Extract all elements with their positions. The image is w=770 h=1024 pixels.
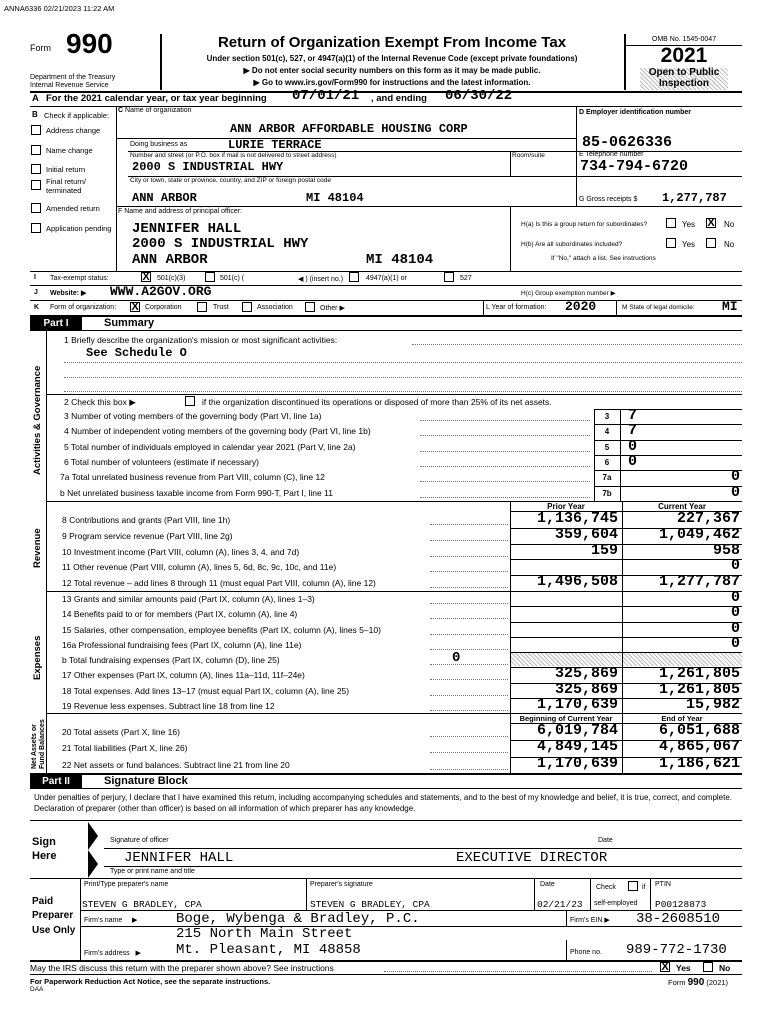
line-k-label: K (34, 304, 40, 311)
org-state-zip: MI 48104 (306, 191, 364, 205)
association-label: Association (257, 304, 293, 311)
hb-yes-label: Yes (682, 240, 696, 249)
officer-name: JENNIFER HALL (132, 221, 242, 237)
officer-state-zip: MI 48104 (366, 252, 434, 268)
expense-line-text: 15 Salaries, other compensation, employee benefits (Part IX, column (A), lines 5–10) (62, 624, 381, 635)
expense-line-text: 13 Grants and similar amounts paid (Part IX, column (A), lines 1–3) (62, 594, 315, 604)
revenue-line-text: 8 Contributions and grants (Part VIII, line 1h) (62, 515, 231, 525)
domicile-label: M State of legal domicile: (622, 304, 695, 311)
room-suite-label: Room/suite (512, 152, 545, 159)
status-501c-label: 501(c) ( (220, 275, 245, 282)
trust-label: Trust (213, 304, 229, 311)
address-change-checkbox[interactable] (31, 125, 41, 135)
firm-address-1: 215 North Main Street (176, 926, 353, 942)
side-net-assets: Net Assets or Fund Balances (31, 719, 46, 769)
form-word: Form (30, 43, 51, 53)
expense-current-value: 0 (730, 634, 740, 652)
revenue-current-value: 1,049,462 (658, 525, 740, 543)
hb-no-label: No (724, 240, 735, 249)
firm-phone-label: Phone no. (570, 949, 602, 956)
officer-label: F Name and address of principal officer: (118, 208, 242, 215)
line-i-text: Tax-exempt status: (50, 275, 109, 282)
form-subtitle: Under section 501(c), 527, or 4947(a)(1) of the Internal Revenue Code (except private foundations) (206, 54, 578, 63)
phone-value: 734-794-6720 (580, 158, 689, 175)
trust-checkbox[interactable] (197, 302, 207, 312)
part2-title: Signature Block (104, 775, 188, 787)
self-employed-label: self-employed (594, 900, 638, 907)
form-number: 990 (66, 28, 113, 59)
signer-name: JENNIFER HALL (124, 850, 234, 866)
gov-line-value: 0 (730, 483, 740, 501)
revenue-prior-value: 1,496,508 (536, 573, 618, 591)
net-assets-current-value: 1,186,621 (658, 754, 740, 772)
status-501c3-label: 501(c)(3) (157, 275, 186, 282)
revenue-current-value: 958 (712, 541, 740, 559)
line2-desc: if the organization discontinued its operations or disposed of more than 25% of its net assets. (202, 397, 552, 407)
eoy-header: End of Year (661, 714, 703, 723)
net-assets-current-value: 4,865,067 (658, 738, 740, 756)
street-label: Number and street (or P.O. box if mail is not delivered to street address) (130, 152, 337, 159)
revenue-prior-value: 359,604 (554, 525, 618, 543)
city-label: City or town, state or province, country, and ZIP or foreign postal code (130, 177, 331, 184)
omb-number: OMB No. 1545-0047 (651, 36, 717, 43)
net-assets-line-text: 21 Total liabilities (Part X, line 26) (62, 743, 188, 754)
perjury-statement: Under penalties of perjury, I declare that I have examined this return, including accompanying schedules and statements, and to the best of my knowledge and belief, it is true, correct, and complete. Declaration of preparer (other than officer) is based on all information of which preparer has any knowledge. (34, 793, 733, 813)
line1-text: 1 Briefly describe the organization's mission or most significant activities: (64, 335, 338, 345)
part2-tag: Part II (30, 775, 82, 788)
preparer-date-label: Date (540, 881, 555, 888)
final-return-label: Final return/ terminated (46, 177, 87, 195)
website-label: Website: ▶ (50, 290, 87, 297)
sign-date-label: Date (598, 837, 613, 844)
daa-label: DAA (30, 986, 44, 993)
line16b-value: 0 (452, 650, 461, 666)
initial-return-label: Initial return (46, 165, 86, 174)
signer-title: EXECUTIVE DIRECTOR (456, 850, 608, 866)
preparer-signature: STEVEN G BRADLEY, CPA (310, 899, 430, 910)
firm-address-2: Mt. Pleasant, MI 48858 (176, 942, 361, 958)
year-formation: 2020 (565, 299, 597, 314)
discuss-yes-checkbox[interactable]: X (661, 961, 669, 973)
status-4947-checkbox[interactable] (349, 272, 359, 282)
expense-prior-value: 325,869 (554, 680, 618, 698)
gov-line-number: 5 (604, 442, 610, 452)
org-street: 2000 S INDUSTRIAL HWY (132, 160, 284, 174)
firm-address-label: Firm's address ▶ (84, 950, 141, 957)
firm-phone: 989-772-1730 (626, 942, 727, 958)
preparer-name: STEVEN G BRADLEY, CPA (82, 899, 202, 910)
firm-ein-label: Firm's EIN ▶ (570, 917, 610, 924)
preparer-ptin: P00128873 (655, 899, 707, 910)
revenue-current-value: 1,277,787 (658, 573, 740, 591)
expense-prior-value: 325,869 (554, 665, 618, 683)
h-a-label: H(a) Is this a group return for subordinates? (521, 221, 648, 228)
status-501c3-checkbox[interactable]: X (142, 271, 150, 283)
corporation-label: Corporation (145, 304, 182, 311)
revenue-line-text: 9 Program service revenue (Part VIII, line 2g) (62, 530, 233, 541)
side-expenses: Expenses (32, 635, 43, 680)
irs-label: Internal Revenue Service (30, 82, 109, 89)
revenue-current-value: 0 (730, 557, 740, 575)
expense-line-text: b Total fundraising expenses (Part IX, column (D), line 25) (62, 655, 280, 665)
sign-here-arrow-icon (88, 822, 100, 878)
inspection: Inspection (658, 78, 709, 89)
gov-line-value: 7 (628, 422, 638, 440)
revenue-line-text: 10 Investment income (Part VIII, column (A), lines 3, 4, and 7d) (62, 546, 300, 557)
side-revenue: Revenue (32, 528, 43, 568)
insert-no-label: ◀ ) (insert no.) (298, 276, 344, 283)
ein-value: 85-0626336 (582, 134, 673, 151)
dept-treasury: Department of the Treasury (30, 74, 116, 81)
footer-form: Form 990 (2021) (668, 977, 729, 988)
h-b-label: H(b) Are all subordinates included? (521, 241, 623, 248)
revenue-prior-value: 1,136,745 (536, 510, 618, 527)
org-city: ANN ARBOR (132, 191, 197, 205)
self-employed-checkbox[interactable] (628, 881, 638, 891)
line-a-label: A (32, 93, 39, 104)
expense-current-value: 0 (730, 604, 740, 622)
ssn-warning: ▶ Do not enter social security numbers on this form as it may be made public. (243, 66, 541, 75)
amended-return-label: Amended return (46, 204, 100, 213)
final-return-checkbox[interactable] (31, 180, 41, 190)
revenue-current-value: 227,367 (676, 510, 740, 527)
preparer-date: 02/21/23 (537, 899, 583, 910)
ptin-label: PTIN (655, 881, 671, 888)
ha-yes-label: Yes (682, 220, 696, 229)
org-name: ANN ARBOR AFFORDABLE HOUSING CORP (230, 122, 468, 136)
other-label: Other ▶ (320, 305, 345, 312)
discuss-text: May the IRS discuss this return with the preparer shown above? See instructions (30, 963, 334, 973)
expense-current-value: 0 (730, 589, 740, 606)
tax-year-begin: 07/01/21 (292, 88, 360, 104)
form-title: Return of Organization Exempt From Income Tax (217, 34, 567, 51)
open-public: Open to Public (648, 67, 720, 78)
discuss-no-label: No (719, 963, 731, 973)
net-assets-prior-value: 4,849,145 (536, 738, 618, 756)
net-assets-prior-value: 6,019,784 (536, 722, 618, 739)
status-527-label: 527 (460, 275, 472, 282)
hb-yes-checkbox[interactable] (666, 238, 676, 248)
current-year-header: Current Year (658, 502, 706, 511)
gov-line-text: 7a Total unrelated business revenue from Part VIII, column (C), line 12 (60, 472, 325, 483)
line-i-label: I (34, 274, 36, 281)
expense-current-value: 0 (730, 619, 740, 637)
name-change-checkbox[interactable] (31, 145, 41, 155)
firm-name-label: Firm's name ▶ (84, 917, 138, 924)
gov-line-number: 6 (604, 457, 610, 467)
application-pending-label: Application pending (46, 224, 112, 233)
expense-current-value: 15,982 (685, 695, 740, 713)
expense-prior-value: 1,170,639 (536, 695, 618, 713)
hb-no-checkbox[interactable] (706, 238, 716, 248)
expense-line-text: 16a Professional fundraising fees (Part IX, column (A), line 11e) (62, 639, 302, 650)
paperwork-notice: For Paperwork Reduction Act Notice, see the separate instructions. (30, 977, 271, 986)
line-a-text: For the 2021 calendar year, or tax year beginning (46, 93, 267, 104)
discontinued-checkbox[interactable] (185, 396, 195, 406)
association-checkbox[interactable] (242, 302, 252, 312)
preparer-name-label: Print/Type preparer's name (84, 881, 169, 888)
check-label: Check (596, 884, 616, 891)
ha-no-label: No (724, 220, 735, 229)
gov-line-number: 7b (602, 488, 612, 498)
officer-street: 2000 S INDUSTRIAL HWY (132, 236, 309, 252)
gov-line-number: 3 (604, 412, 610, 421)
sig-officer-label: Signature of officer (110, 837, 169, 844)
boy-header: Beginning of Current Year (519, 714, 613, 723)
mission-text: See Schedule O (86, 346, 187, 360)
gov-line-value: 0 (628, 452, 638, 470)
other-checkbox[interactable] (305, 302, 315, 312)
hb-note: If "No," attach a list. See instructions (551, 255, 656, 262)
officer-city: ANN ARBOR (132, 252, 208, 268)
preparer-label: Preparer (32, 910, 74, 921)
expense-current-value: 1,261,805 (658, 665, 740, 683)
tax-year: 2021 (660, 44, 708, 67)
expense-line-text: 17 Other expenses (Part IX, column (A), lines 11a–11d, 11f–24e) (62, 670, 305, 681)
type-print-label: Type or print name and title (110, 868, 195, 875)
revenue-line-text: 11 Other revenue (Part VIII, column (A), lines 5, 6d, 8c, 9c, 10c, and 11e) (62, 562, 337, 573)
ein-label: D Employer identification number (579, 109, 692, 116)
form-org-label: Form of organization: (50, 304, 117, 311)
dba-label: Doing business as (130, 141, 188, 148)
side-governance: Activities & Governance (32, 365, 43, 475)
use-only-label: Use Only (32, 925, 76, 936)
name-change-label: Name change (46, 146, 93, 155)
address-change-label: Address change (46, 126, 101, 135)
gov-line-text: b Net unrelated business taxable income from Form 990-T, Part I, line 11 (60, 487, 333, 498)
prior-year-header: Prior Year (547, 502, 585, 511)
if-label: if (642, 884, 646, 891)
gov-line-text: 4 Number of independent voting members of the governing body (Part VI, line 1b) (64, 426, 371, 437)
line-b-text: Check if applicable: (44, 111, 110, 120)
line-b-label: B (32, 110, 38, 119)
preparer-sig-label: Preparer's signature (310, 881, 373, 888)
firm-ein: 38-2608510 (636, 911, 721, 927)
amended-return-checkbox[interactable] (31, 203, 41, 213)
discuss-no-checkbox[interactable] (703, 962, 713, 972)
paid-label: Paid (32, 896, 54, 907)
discuss-yes-label: Yes (676, 963, 691, 973)
expense-current-value: 1,261,805 (658, 680, 740, 698)
expense-line-text: 18 Total expenses. Add lines 13–17 (must equal Part IX, column (A), line 25) (62, 685, 350, 696)
line2-text: 2 Check this box ▶ (64, 397, 136, 407)
corporation-checkbox[interactable]: X (131, 301, 139, 313)
status-501c-checkbox[interactable] (205, 272, 215, 282)
net-assets-line-text: 22 Net assets or fund balances. Subtract line 21 from line 20 (62, 759, 290, 770)
revenue-line-text: 12 Total revenue – add lines 8 through 11 (must equal Part VIII, column (A), line 12) (62, 578, 376, 589)
org-name-label: C Name of organization (118, 107, 192, 114)
gross-receipts-label: G Gross receipts $ (579, 196, 638, 203)
expense-line-text: 19 Revenue less expenses. Subtract line 18 from line 12 (62, 700, 275, 711)
year-formation-label: L Year of formation: (486, 304, 547, 311)
dba-name: LURIE TERRACE (228, 138, 322, 152)
line-j-label: J (34, 289, 38, 296)
part1-title: Summary (104, 317, 155, 329)
application-pending-checkbox[interactable] (31, 223, 41, 233)
gov-line-number: 4 (604, 427, 610, 437)
gov-line-value: 7 (628, 407, 638, 424)
gov-line-text: 3 Number of voting members of the governing body (Part VI, line 1a) (64, 411, 322, 421)
firm-name: Boge, Wybenga & Bradley, P.C. (176, 911, 420, 927)
status-4947-label: 4947(a)(1) or (366, 275, 407, 282)
ha-yes-checkbox[interactable] (666, 218, 676, 228)
phone-label: E Telephone number (579, 151, 644, 158)
gross-receipts-value: 1,277,787 (662, 191, 727, 205)
and-ending-label: , and ending (371, 93, 427, 104)
part1-tag: Part I (30, 317, 82, 330)
revenue-prior-value: 159 (590, 541, 618, 559)
here-label: Here (32, 850, 57, 862)
tax-year-end: 06/30/22 (445, 88, 513, 104)
print-stamp: ANNA6336 02/21/2023 11:22 AM (4, 4, 115, 13)
expense-line-text: 14 Benefits paid to or for members (Part IX, column (A), line 4) (62, 609, 298, 620)
net-assets-current-value: 6,051,688 (658, 722, 740, 739)
gov-line-value: 0 (730, 468, 740, 486)
sign-label: Sign (32, 836, 56, 848)
domicile-state: MI (722, 299, 738, 314)
gov-line-value: 0 (628, 437, 638, 455)
gov-line-text: 5 Total number of individuals employed in calendar year 2021 (Part V, line 2a) (64, 441, 356, 452)
gov-line-text: 6 Total number of volunteers (estimate if necessary) (64, 456, 259, 467)
net-assets-line-text: 20 Total assets (Part X, line 16) (62, 727, 180, 737)
net-assets-prior-value: 1,170,639 (536, 754, 618, 772)
website-value: WWW.A2GOV.ORG (110, 284, 212, 299)
initial-return-checkbox[interactable] (31, 164, 41, 174)
ha-no-checkbox[interactable]: X (707, 217, 715, 229)
status-527-checkbox[interactable] (444, 272, 454, 282)
hc-label: H(c) Group exemption number ▶ (521, 290, 616, 297)
gov-line-number: 7a (602, 473, 612, 483)
goto-instructions: ▶ Go to www.irs.gov/Form990 for instructions and the latest information. (253, 78, 531, 87)
